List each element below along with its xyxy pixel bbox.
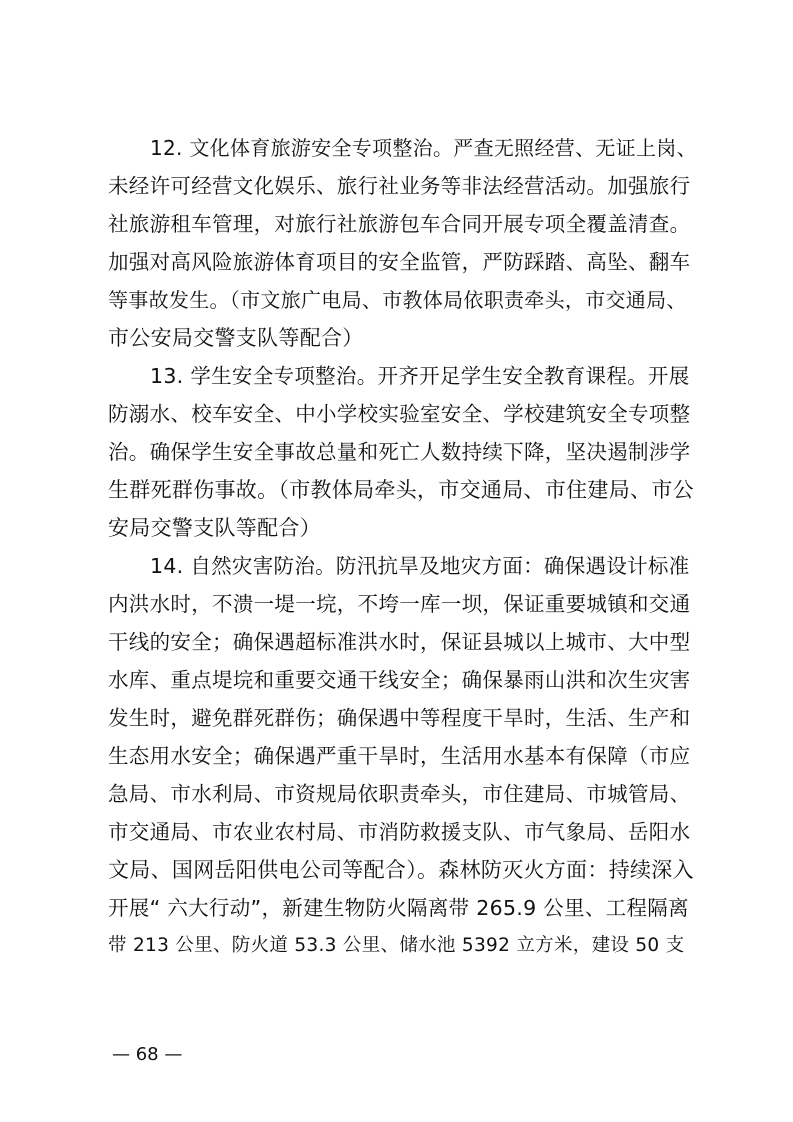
page-number: — 68 — <box>112 1044 183 1065</box>
paragraph-12-line-1: 12. 文化体育旅游安全专项整治。严查无照经营、无证上岗、 <box>150 136 697 160</box>
paragraph-14-line-8: 市交通局、市农业农村局、市消防救援支队、市气象局、岳阳水 <box>108 820 691 844</box>
paragraph-14-line-5: 发生时，避免群死群伤；确保遇中等程度干旱时，生活、生产和 <box>108 706 691 730</box>
paragraph-14-line-1: 14. 自然灾害防治。防汛抗旱及地灾方面：确保遇设计标准 <box>150 554 690 578</box>
paragraph-12-line-3: 社旅游租车管理，对旅行社旅游包车合同开展专项全覆盖清查。 <box>108 212 691 236</box>
paragraph-13-line-3: 治。确保学生安全事故总量和死亡人数持续下降，坚决遏制涉学 <box>108 440 691 464</box>
paragraph-13-line-1: 13. 学生安全专项整治。开齐开足学生安全教育课程。开展 <box>150 364 690 388</box>
paragraph-14-line-4: 水库、重点堤垸和重要交通干线安全；确保暴雨山洪和次生灾害 <box>108 668 691 692</box>
paragraph-13-line-4: 生群死群伤事故。（市教体局牵头，市交通局、市住建局、市公 <box>108 478 694 502</box>
paragraph-14-line-9: 文局、国网岳阳供电公司等配合）。森林防灭火方面：持续深入 <box>108 858 694 882</box>
paragraph-14-line-6: 生态用水安全；确保遇严重干旱时，生活用水基本有保障（市应 <box>108 744 691 768</box>
paragraph-12-line-4: 加强对高风险旅游体育项目的安全监管，严防踩踏、高坠、翻车 <box>108 250 691 274</box>
paragraph-12-line-2: 未经许可经营文化娱乐、旅行社业务等非法经营活动。加强旅行 <box>108 174 691 198</box>
paragraph-14-line-3: 干线的安全；确保遇超标准洪水时，保证县城以上城市、大中型 <box>108 630 691 654</box>
paragraph-14-line-10: 开展“ 六大行动”，新建生物防火隔离带 265.9 公里、工程隔离 <box>108 896 689 920</box>
paragraph-14-line-2: 内洪水时，不溃一堤一垸，不垮一库一坝，保证重要城镇和交通 <box>108 592 691 616</box>
paragraph-13-line-2: 防溺水、校车安全、中小学校实验室安全、学校建筑安全专项整 <box>108 402 691 426</box>
paragraph-12-line-6: 市公安局交警支队等配合） <box>108 326 364 350</box>
paragraph-14-line-11: 带 213 公里、防火道 53.3 公里、储水池 5392 立方米，建设 50 支 <box>108 935 685 956</box>
paragraph-14-line-7: 急局、市水利局、市资规局依职责牵头，市住建局、市城管局、 <box>108 782 691 806</box>
paragraph-13-line-5: 安局交警支队等配合） <box>108 516 321 540</box>
paragraph-12-line-5: 等事故发生。（市文旅广电局、市教体局依职责牵头，市交通局、 <box>108 288 687 312</box>
